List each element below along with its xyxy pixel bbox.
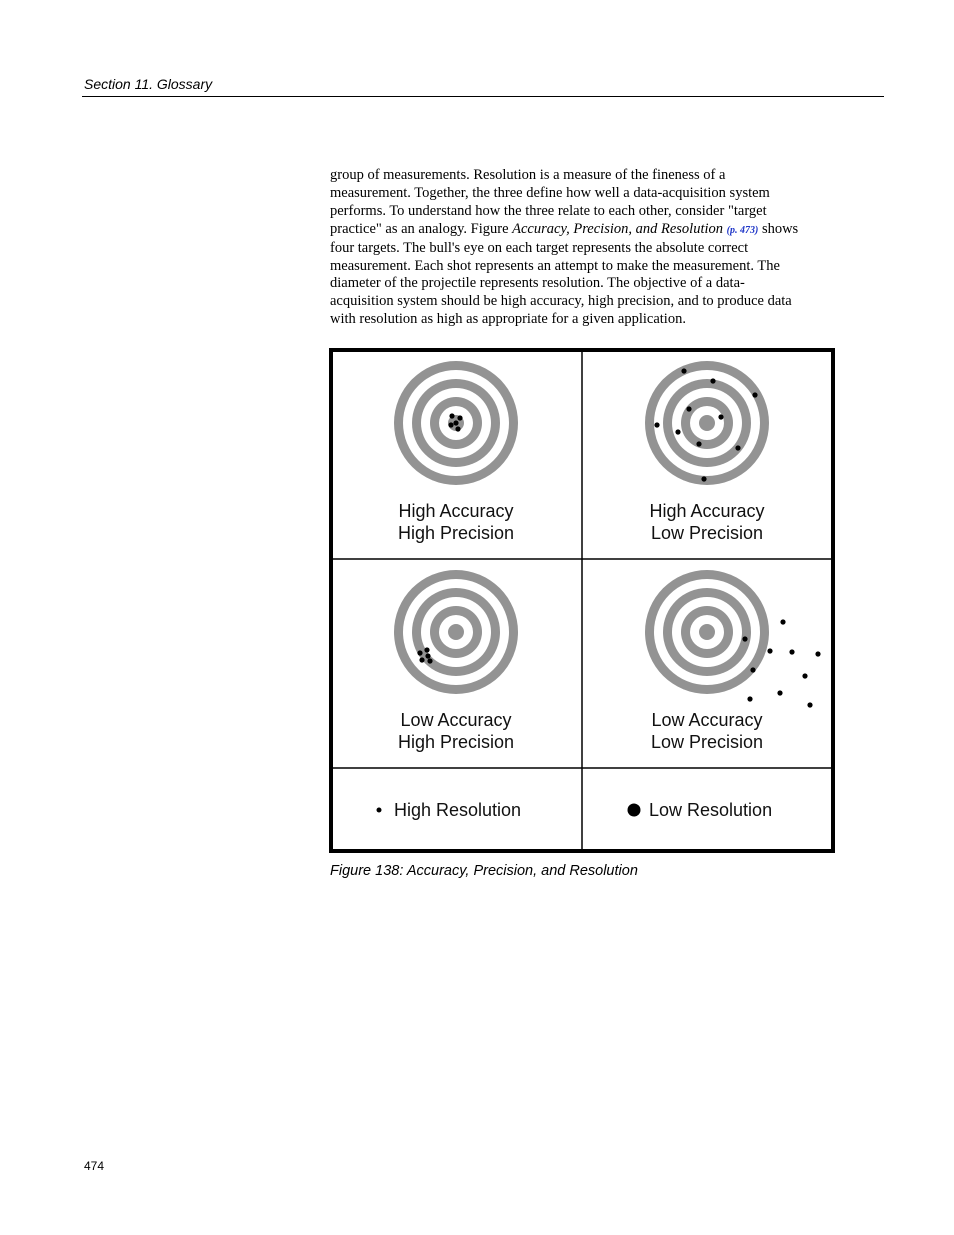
cell-label: High Precision: [397, 523, 515, 543]
body-line: with resolution as high as appropriate for a given application.: [330, 311, 686, 328]
shot-dot: [453, 420, 458, 425]
shot-dot: [789, 649, 794, 654]
shot-dot: [448, 422, 453, 427]
figure-graphic: [329, 348, 835, 853]
target-high-accuracy-low-precision: [645, 361, 769, 485]
cell-label: Low Precision: [650, 523, 764, 543]
shot-dot: [710, 378, 715, 383]
cell-label: Low Accuracy: [651, 710, 763, 730]
shot-dot: [777, 690, 782, 695]
target-ring: [699, 624, 715, 640]
shot-dot: [752, 392, 757, 397]
body-line-prefix: practice" as an analogy. Figure: [330, 220, 513, 237]
shot-dot: [767, 648, 772, 653]
shot-dot: [455, 426, 460, 431]
shot-dot: [417, 650, 422, 655]
page-number: 474: [84, 1159, 105, 1173]
cell-label: Low Precision: [650, 732, 764, 752]
target-low-accuracy-low-precision: [645, 570, 769, 694]
shot-dot: [654, 422, 659, 427]
low-resolution-marker: [628, 804, 641, 817]
figure-title-reference: Accuracy, Precision, and Resolution: [512, 220, 724, 237]
shot-dot: [457, 415, 462, 420]
shot-dot: [449, 413, 454, 418]
body-line: performs. To understand how the three relate to each other, consider "target: [330, 202, 767, 219]
cell-label: High Accuracy: [649, 501, 765, 521]
body-line: acquisition system should be high accuracy, high precision, and to produce data: [330, 293, 792, 310]
body-line: four targets. The bull's eye on each target represents the absolute correct: [330, 239, 749, 256]
target-ring: [699, 415, 715, 431]
header-divider: [82, 96, 884, 97]
accuracy-precision-figure: [329, 348, 835, 853]
low-resolution-label: Low Resolution: [649, 800, 773, 820]
high-resolution-label: High Resolution: [394, 800, 522, 820]
shot-dot: [735, 445, 740, 450]
body-line: measurement. Each shot represents an attempt to make the measurement. The: [330, 257, 780, 274]
shot-dot: [686, 406, 691, 411]
shot-dot: [681, 368, 686, 373]
shot-dot: [718, 414, 723, 419]
body-line: group of measurements. Resolution is a measure of the fineness of a: [330, 167, 726, 183]
shot-dot: [427, 658, 432, 663]
shot-dot: [675, 429, 680, 434]
target-low-accuracy-high-precision: [394, 570, 518, 694]
shot-dot: [747, 696, 752, 701]
shot-dot: [780, 619, 785, 624]
shot-dot: [815, 651, 820, 656]
page-reference-link[interactable]: (p. 473): [726, 224, 759, 236]
shot-dot: [701, 476, 706, 481]
shot-dot: [742, 636, 747, 641]
shot-dot: [802, 673, 807, 678]
shot-dot: [419, 657, 424, 662]
shot-dot: [696, 441, 701, 446]
target-ring: [448, 624, 464, 640]
body-paragraph: [330, 167, 842, 329]
cell-label: High Precision: [397, 732, 515, 752]
cell-label: Low Accuracy: [400, 710, 512, 730]
shot-dot: [425, 653, 430, 658]
body-line: measurement. Together, the three define how well a data-acquisition system: [330, 184, 770, 201]
body-line-figure-reference: [330, 221, 842, 240]
cell-label: High Accuracy: [398, 501, 514, 521]
section-title: Section 11. Glossary: [84, 76, 213, 92]
shot-dot: [750, 667, 755, 672]
body-line: diameter of the projectile represents resolution. The objective of a data-: [330, 275, 745, 292]
figure-caption: Figure 138: Accuracy, Precision, and Resolution: [330, 863, 638, 879]
shot-dot: [424, 647, 429, 652]
shot-dot: [807, 702, 812, 707]
body-line-suffix: shows: [758, 220, 799, 237]
high-resolution-marker: [377, 808, 382, 813]
